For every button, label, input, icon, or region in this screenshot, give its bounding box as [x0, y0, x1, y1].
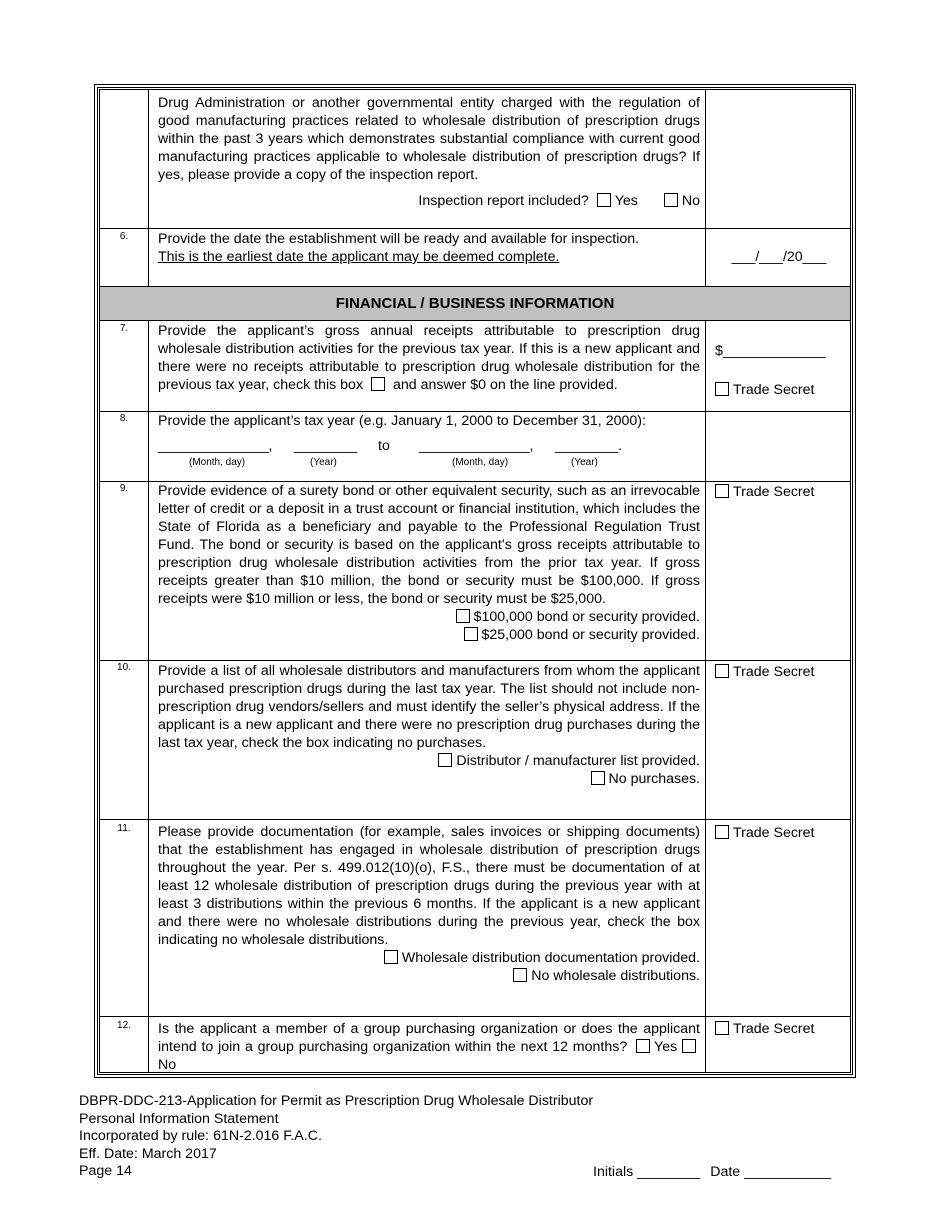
row-12-description: Is the applicant a member of a group purchasing organization or does the applicant intend to join a group purchasing organization within the next 12 months?	[158, 1021, 700, 1055]
inspection-no-checkbox[interactable]	[664, 193, 678, 207]
row-9-text	[158, 482, 700, 644]
form-table-inner	[99, 89, 851, 1073]
gpo-no-checkbox[interactable]	[682, 1039, 696, 1053]
row-6-text	[158, 230, 700, 266]
gpo-no-label: No	[158, 1057, 177, 1073]
row-12-trade-secret-checkbox[interactable]	[715, 1021, 729, 1035]
row-7-trade-secret-label: Trade Secret	[733, 382, 815, 398]
row-9-option-2	[158, 626, 700, 644]
row-11-option-1	[158, 949, 700, 967]
bond-25k-checkbox[interactable]	[464, 627, 478, 641]
gross-receipts-field[interactable]: $_____________	[715, 343, 826, 359]
row-12-text	[158, 1020, 700, 1074]
footer-section-title: Personal Information Statement	[79, 1110, 279, 1127]
tax-year-start-year[interactable]	[294, 437, 357, 455]
row-7-description: Provide the applicant’s gross annual receipts attributable to prescription drug wholesale distribution activities for the previous tax year. If this is a new applicant and there were no receipts attributable to prescription drug wholesale distribution for the previous tax year, check this box	[158, 323, 700, 393]
row-7-trade-secret	[715, 381, 843, 399]
no-wholesale-label: No wholesale distributions.	[531, 968, 700, 984]
tax-year-end-month-day[interactable]	[419, 437, 533, 455]
row-10-trade-secret-checkbox[interactable]	[715, 664, 729, 678]
row-11-number: 11.	[117, 823, 131, 834]
tax-year-start-month-day[interactable]	[158, 437, 272, 455]
row-6-line2: This is the earliest date the applicant may be deemed complete.	[158, 249, 560, 265]
row-9-trade-secret-checkbox[interactable]	[715, 484, 729, 498]
no-receipts-checkbox[interactable]	[371, 377, 385, 391]
row-5-description: Drug Administration or another governmental entity charged with the regulation of good manufacturing practices related to wholesale distribution of prescription drugs within the past 3 years which demonstrates substantial compliance with current good manufacturing practices applicable to wholesale distribution of prescription drugs? If yes, please provide a copy of the inspection report.	[158, 95, 700, 183]
row-10-description: Provide a list of all wholesale distributors and manufacturers from whom the applicant purchased prescription drugs during the last tax year. The list should not include non-prescription drug vendors/sellers and must identify the seller’s physical address. If the applicant is a new applicant and there were no prescription drug purchases during the last tax year, check the box indicating no purchases.	[158, 663, 700, 751]
row-11-text	[158, 823, 700, 985]
inspection-yes-checkbox[interactable]	[597, 193, 611, 207]
row-9-option-1	[158, 608, 700, 626]
row-12-number: 12.	[117, 1020, 131, 1031]
row-divider	[100, 660, 850, 661]
column-divider-left	[148, 90, 149, 1072]
blank-line: ______________,	[419, 438, 534, 454]
footer-signoff	[593, 1164, 831, 1180]
row-10-trade-secret	[715, 663, 843, 681]
month-day-caption: (Month, day)	[452, 457, 509, 468]
row-10-number: 10.	[117, 662, 131, 673]
row-7-description-end: and answer $0 on the line provided.	[392, 377, 618, 393]
row-6-number: 6.	[119, 231, 129, 242]
row-7-text	[158, 322, 700, 394]
row-9-trade-secret-label: Trade Secret	[733, 484, 815, 500]
row-8-description: Provide the applicant’s tax year (e.g. January 1, 2000 to December 31, 2000):	[158, 413, 646, 429]
page-footer	[79, 1093, 593, 1181]
month-day-caption: (Month, day)	[189, 457, 246, 468]
row-12-trade-secret-label: Trade Secret	[733, 1021, 815, 1037]
no-purchases-checkbox[interactable]	[591, 771, 605, 785]
wholesale-docs-checkbox[interactable]	[384, 950, 398, 964]
row-11-trade-secret	[715, 824, 843, 842]
no-purchases-label: No purchases.	[608, 771, 700, 787]
section-header	[100, 286, 850, 321]
blank-line: ______________,	[158, 438, 273, 454]
row-9-description: Provide evidence of a surety bond or other equivalent security, such as an irrevocable letter of credit or a deposit in a trust account or financial institution, which includes the State of Florida as a beneficiary and payable to the Professional Regulation Trust Fund. The bond or security is based on the applicant’s gross receipts attributable to prescription drug wholesale distribution activities from the prior tax year. If gross receipts greater than $10 million, the bond or security must be $100,000. If gross receipts were $10 million or less, the bond or security must be $25,000.	[158, 483, 700, 607]
year-caption: (Year)	[571, 457, 598, 468]
row-7-trade-secret-checkbox[interactable]	[715, 382, 729, 396]
blank-line: ________	[294, 438, 358, 454]
bond-25k-label: $25,000 bond or security provided.	[481, 627, 700, 643]
inspection-date-field[interactable]: ___/___/20___	[731, 249, 827, 265]
row-8-text	[158, 412, 718, 430]
row-6-line1: Provide the date the establishment will be ready and available for inspection.	[158, 231, 640, 247]
row-11-option-2	[158, 967, 700, 985]
inspection-yes-label: Yes	[614, 193, 638, 209]
initials-field[interactable]: Initials ________	[593, 1164, 701, 1180]
footer-rule: Incorporated by rule: 61N-2.016 F.A.C.	[79, 1128, 322, 1145]
footer-page-number: Page 14	[79, 1163, 132, 1180]
bond-100k-checkbox[interactable]	[456, 609, 470, 623]
row-divider	[100, 228, 850, 229]
footer-form-title: DBPR-DDC-213-Application for Permit as Prescription Drug Wholesale Distributor	[79, 1093, 594, 1109]
row-11-trade-secret-checkbox[interactable]	[715, 825, 729, 839]
tax-year-end-year[interactable]	[555, 437, 622, 455]
form-table	[94, 84, 856, 1078]
wholesale-docs-label: Wholesale distribution documentation provided.	[401, 950, 700, 966]
row-11-description: Please provide documentation (for example, sales invoices or shipping documents) that the establishment has engaged in wholesale distribution of prescription drugs throughout the year. Per s. 499.012(10)(o), F.S., there must be documentation of at least 12 wholesale distribution of prescription drugs during the previous year with at least 3 distributions within the previous 6 months. If the applicant is a new applicant and there were no wholesale distributions during the previous year, check the box indicating no wholesale distributions.	[158, 824, 700, 948]
inspection-question: Inspection report included?	[418, 193, 589, 209]
no-wholesale-checkbox[interactable]	[513, 968, 527, 982]
date-field[interactable]: Date ___________	[710, 1164, 831, 1180]
row-divider	[100, 819, 850, 820]
gpo-yes-checkbox[interactable]	[636, 1039, 650, 1053]
section-header-title: FINANCIAL / BUSINESS INFORMATION	[335, 295, 615, 312]
row-10-option-1	[158, 752, 700, 770]
row-9-trade-secret	[715, 483, 843, 501]
row-11-trade-secret-label: Trade Secret	[733, 825, 815, 841]
tax-year-to-label: to	[378, 438, 390, 454]
row-7-number: 7.	[119, 323, 129, 334]
row-9-number: 9.	[119, 483, 129, 494]
row-5-text	[158, 94, 700, 210]
row-divider	[100, 1016, 850, 1017]
row-10-option-2	[158, 770, 700, 788]
gpo-yes-label: Yes	[654, 1039, 678, 1055]
bond-100k-label: $100,000 bond or security provided.	[473, 609, 700, 625]
year-caption: (Year)	[310, 457, 337, 468]
distributor-list-label: Distributor / manufacturer list provided.	[456, 753, 700, 769]
row-10-text	[158, 662, 700, 788]
column-divider-right	[705, 90, 706, 1072]
row-10-trade-secret-label: Trade Secret	[733, 664, 815, 680]
distributor-list-checkbox[interactable]	[438, 753, 452, 767]
row-12-trade-secret	[715, 1020, 843, 1038]
inspection-report-line	[158, 192, 700, 210]
inspection-no-label: No	[681, 193, 700, 209]
footer-eff-date: Eff. Date: March 2017	[79, 1145, 217, 1162]
row-8-number: 8.	[119, 413, 129, 424]
blank-line: ________.	[555, 438, 623, 454]
